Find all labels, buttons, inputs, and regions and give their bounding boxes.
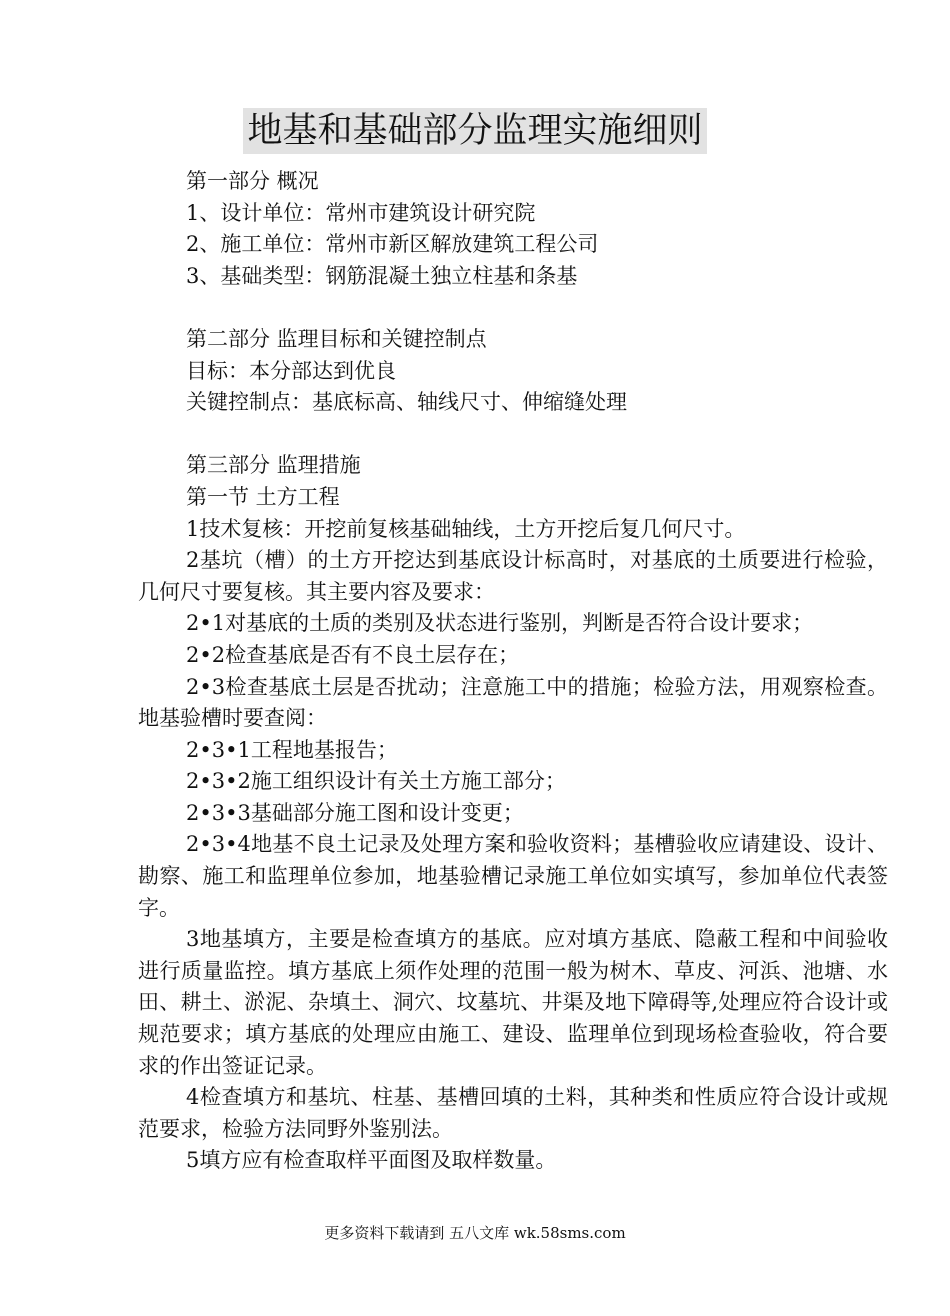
subsection-heading: 第一节 土方工程 bbox=[186, 484, 340, 509]
section-heading: 第三部分 监理措施 bbox=[186, 453, 361, 478]
paragraph: 2•3•3基础部分施工图和设计变更； bbox=[186, 800, 524, 825]
paragraph: 关键控制点：基底标高、轴线尺寸、伸缩缝处理 bbox=[186, 390, 627, 415]
paragraph: 2、施工单位：常州市新区解放建筑工程公司 bbox=[186, 232, 599, 257]
footer-text: 更多资料下载请到 五八文库 wk.58sms.com bbox=[324, 1224, 626, 1242]
title-container bbox=[0, 108, 950, 154]
blank-line bbox=[138, 292, 888, 324]
paragraph: 2•1对基底的土质的类别及状态进行鉴别，判断是否符合设计要求； bbox=[186, 611, 814, 636]
paragraph: 1、设计单位：常州市建筑设计研究院 bbox=[186, 200, 536, 225]
paragraph: 2•3•4地基不良土记录及处理方案和验收资料；基槽验收应请建设、设计、勘察、施工和监理单位参加，地基验槽记录施工单位如实填写，参加单位代表签字。 bbox=[138, 832, 888, 920]
paragraph: 1技术复核：开挖前复核基础轴线，土方开挖后复几何尺寸。 bbox=[186, 516, 746, 541]
document-title: 地基和基础部分监理实施细则 bbox=[243, 108, 706, 154]
paragraph: 5填方应有检查取样平面图及取样数量。 bbox=[186, 1148, 557, 1173]
section-heading: 第二部分 监理目标和关键控制点 bbox=[186, 326, 487, 351]
paragraph: 2基坑（槽）的土方开挖达到基底设计标高时，对基底的土质要进行检验，几何尺寸要复核。其主要内容及要求： bbox=[138, 548, 888, 604]
paragraph: 2•2检查基底是否有不良土层存在； bbox=[186, 642, 520, 667]
paragraph: 目标：本分部达到优良 bbox=[186, 358, 396, 383]
paragraph: 2•3•1工程地基报告； bbox=[186, 737, 398, 762]
paragraph: 2•3•2施工组织设计有关土方施工部分； bbox=[186, 769, 566, 794]
blank-line bbox=[138, 419, 888, 451]
paragraph: 3、基础类型：钢筋混凝土独立柱基和条基 bbox=[186, 263, 578, 288]
paragraph: 2•3检查基底土层是否扰动；注意施工中的措施；检验方法，用观察检查。地基验槽时要查阅： bbox=[138, 674, 888, 731]
document-body bbox=[138, 166, 888, 1177]
paragraph: 3地基填方，主要是检查填方的基底。应对填方基底、隐蔽工程和中间验收进行质量监控。填方基底上须作处理的范围一般为树木、草皮、河浜、池塘、水田、耕土、淤泥、杂填土、洞穴、坟墓坑、井渠及地下障碍等,处理应符合设计或规范要求；填方基底的处理应由施工、建设、监理单位到现场检查验收，符合要求的作出签证记录。 bbox=[138, 927, 888, 1078]
section-heading: 第一部分 概况 bbox=[186, 169, 319, 193]
paragraph: 4检查填方和基坑、柱基、基槽回填的土料，其种类和性质应符合设计或规范要求，检验方法同野外鉴别法。 bbox=[138, 1085, 888, 1141]
